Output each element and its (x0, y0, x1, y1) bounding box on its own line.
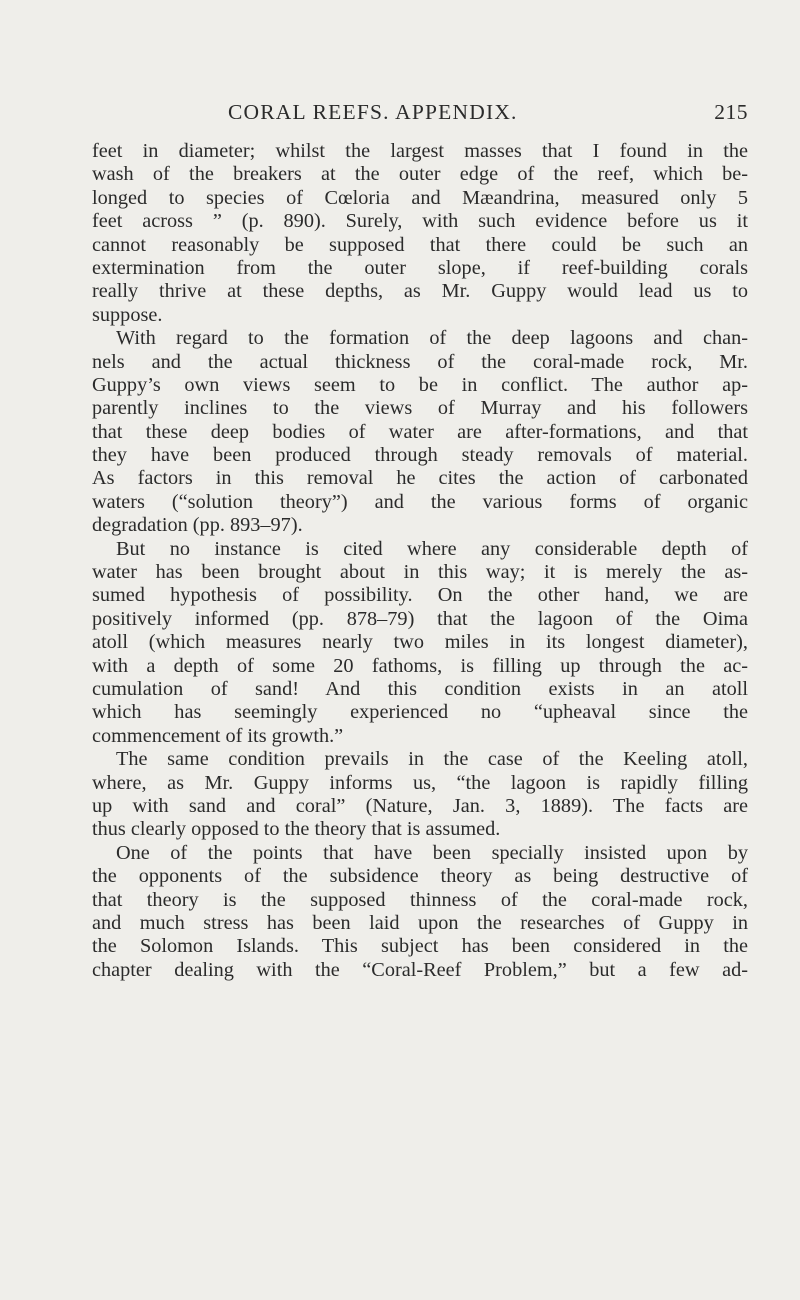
paragraph (92, 140, 748, 327)
text-line: and much stress has been laid upon the researches of Guppy in (92, 911, 748, 934)
text-line: water has been brought about in this way; it is merely the as- (92, 561, 748, 584)
text-line: which has seemingly experienced no “upheaval since the (92, 701, 748, 724)
text-line: that these deep bodies of water are after-formations, and that (92, 420, 748, 443)
text-line: extermination from the outer slope, if reef-building corals (92, 256, 748, 279)
body-text (92, 140, 748, 982)
text-line: commencement of its growth.” (92, 724, 344, 747)
text-line: really thrive at these depths, as Mr. Guppy would lead us to (92, 280, 748, 303)
running-title: CORAL REEFS. APPENDIX. (228, 100, 518, 124)
text-line: with a depth of some 20 fathoms, is filling up through the ac- (92, 654, 748, 677)
text-line: they have been produced through steady removals of material. (92, 444, 748, 467)
text-line: feet across ” (p. 890). Surely, with such evidence before us it (92, 210, 748, 233)
text-line: that theory is the supposed thinness of the coral-made rock, (92, 888, 748, 911)
text-line: nels and the actual thickness of the coral-made rock, Mr. (92, 350, 748, 373)
text-line: sumed hypothesis of possibility. On the other hand, we are (92, 584, 748, 607)
text-line: The same condition prevails in the case of the Keeling atoll, (116, 748, 748, 771)
text-line: But no instance is cited where any considerable depth of (116, 537, 748, 560)
text-line: parently inclines to the views of Murray and his followers (92, 397, 748, 420)
text-line: atoll (which measures nearly two miles in its longest diameter), (92, 631, 748, 654)
text-line: waters (“solution theory”) and the various forms of organic (92, 490, 748, 513)
text-line: the opponents of the subsidence theory as being destructive of (92, 865, 748, 888)
paragraph (92, 538, 748, 749)
text-line: the Solomon Islands. This subject has been considered in the (92, 935, 748, 958)
text-line: Guppy’s own views seem to be in conflict. The author ap- (92, 373, 748, 396)
page-number: 215 (714, 100, 748, 124)
paragraph (92, 327, 748, 538)
text-line: up with sand and coral” (Nature, Jan. 3, 1889). The facts are (92, 794, 748, 817)
paragraph (92, 748, 748, 842)
text-line: longed to species of Cœloria and Mæandrina, measured only 5 (92, 186, 748, 209)
text-line: One of the points that have been specially insisted upon by (116, 841, 748, 864)
text-line: where, as Mr. Guppy informs us, “the lagoon is rapidly filling (92, 771, 748, 794)
text-line: With regard to the formation of the deep lagoons and chan- (116, 327, 748, 350)
text-line: positively informed (pp. 878–79) that the lagoon of the Oima (92, 607, 748, 630)
text-line: wash of the breakers at the outer edge of the reef, which be- (92, 163, 748, 186)
text-line: thus clearly opposed to the theory that is assumed. (92, 818, 501, 841)
text-line: As factors in this removal he cites the action of carbonated (92, 467, 748, 490)
running-header (228, 100, 748, 136)
text-line: cannot reasonably be supposed that there could be such an (92, 233, 748, 256)
text-line: suppose. (92, 303, 163, 326)
text-line: degradation (pp. 893–97). (92, 514, 303, 537)
text-line: feet in diameter; whilst the largest masses that I found in the (92, 140, 748, 162)
paragraph (92, 842, 748, 982)
text-line: chapter dealing with the “Coral-Reef Problem,” but a few ad- (92, 958, 748, 981)
text-line: cumulation of sand! And this condition exists in an atoll (92, 677, 748, 700)
